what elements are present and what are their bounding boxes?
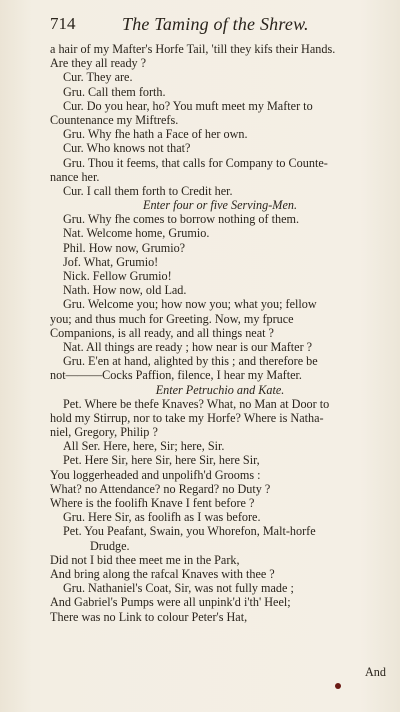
text-line: nance her. <box>50 169 100 184</box>
text-line: Gru. Call them forth. <box>63 84 166 99</box>
text-line: niel, Gregory, Philip ? <box>50 425 158 440</box>
text-line: Phil. How now, Grumio? <box>63 240 186 255</box>
running-header <box>50 14 390 36</box>
text-line: Did not I bid thee meet me in the Park, <box>50 552 240 567</box>
text-line: Pet. Here Sir, here Sir, here Sir, here Sir, <box>63 453 260 468</box>
text-line: Nath. How now, old Lad. <box>63 283 187 298</box>
text-line: You loggerheaded and unpolifh'd Grooms : <box>50 467 261 482</box>
text-line: There was no Link to colour Peter's Hat, <box>50 609 248 624</box>
text-line: Cur. They are. <box>63 70 133 85</box>
text-line: Cur. I call them forth to Credit her. <box>63 183 233 198</box>
text-line: Gru. Here Sir, as foolifh as I was before. <box>63 510 261 525</box>
text-line: Cur. Who knows not that? <box>63 141 191 156</box>
text-line: Nat. Welcome home, Grumio. <box>63 226 210 241</box>
ink-spot <box>335 683 341 689</box>
text-line: Cur. Do you hear, ho? You muft meet my Mafter to <box>63 98 313 113</box>
stage-direction: Enter four or five Serving-Men. <box>143 198 297 213</box>
page-number: 714 <box>50 14 76 33</box>
text-line: Pet. You Peafant, Swain, you Whorefon, Malt-horfe <box>63 524 316 539</box>
running-title: The Taming of the Shrew. <box>122 14 309 34</box>
text-line: Nat. All things are ready ; how near is our Mafter ? <box>63 339 313 354</box>
stage-direction: Enter Petruchio and Kate. <box>155 382 285 397</box>
catchword: And <box>365 665 386 679</box>
text-line: Countenance my Miftrefs. <box>50 112 179 127</box>
text-line: hold my Stirrup, nor to take my Horfe? Where is Natha- <box>50 410 324 425</box>
text-line: And bring along the rafcal Knaves with thee ? <box>50 566 275 581</box>
play-text <box>50 42 390 624</box>
text-line: Jof. What, Grumio! <box>63 254 159 269</box>
text-line: Nick. Fellow Grumio! <box>63 269 172 283</box>
text-line: a hair of my Mafter's Horfe Tail, 'till they kifs their Hands. <box>50 42 336 56</box>
text-line: And Gabriel's Pumps were all unpink'd i'th' Heel; <box>50 595 291 610</box>
text-line: not———Cocks Paffion, filence, I hear my Mafter. <box>50 368 302 383</box>
text-line: Gru. Nathaniel's Coat, Sir, was not fully made ; <box>63 581 294 596</box>
text-line: Drudge. <box>90 538 130 553</box>
text-line: Gru. E'en at hand, alighted by this ; and therefore be <box>63 354 318 369</box>
text-line: Gru. Why fhe hath a Face of her own. <box>63 127 248 142</box>
text-line: Where is the foolifh Knave I fent before ? <box>50 496 255 510</box>
text-line: Gru. Welcome you; how now you; what you; fellow <box>63 297 317 312</box>
text-line: All Ser. Here, here, Sir; here, Sir. <box>63 439 225 454</box>
text-line: Gru. Thou it feems, that calls for Company to Counte- <box>63 155 328 170</box>
text-line: Companions, is all ready, and all things neat ? <box>50 325 274 340</box>
text-line: Gru. Why fhe comes to borrow nothing of them. <box>63 212 300 227</box>
text-line: What? no Attendance? no Regard? no Duty ? <box>50 481 271 496</box>
text-line: Pet. Where be thefe Knaves? What, no Man at Door to <box>63 396 330 411</box>
text-line: Are they all ready ? <box>50 56 147 71</box>
text-line: you; and thus much for Greeting. Now, my fpruce <box>50 311 294 326</box>
